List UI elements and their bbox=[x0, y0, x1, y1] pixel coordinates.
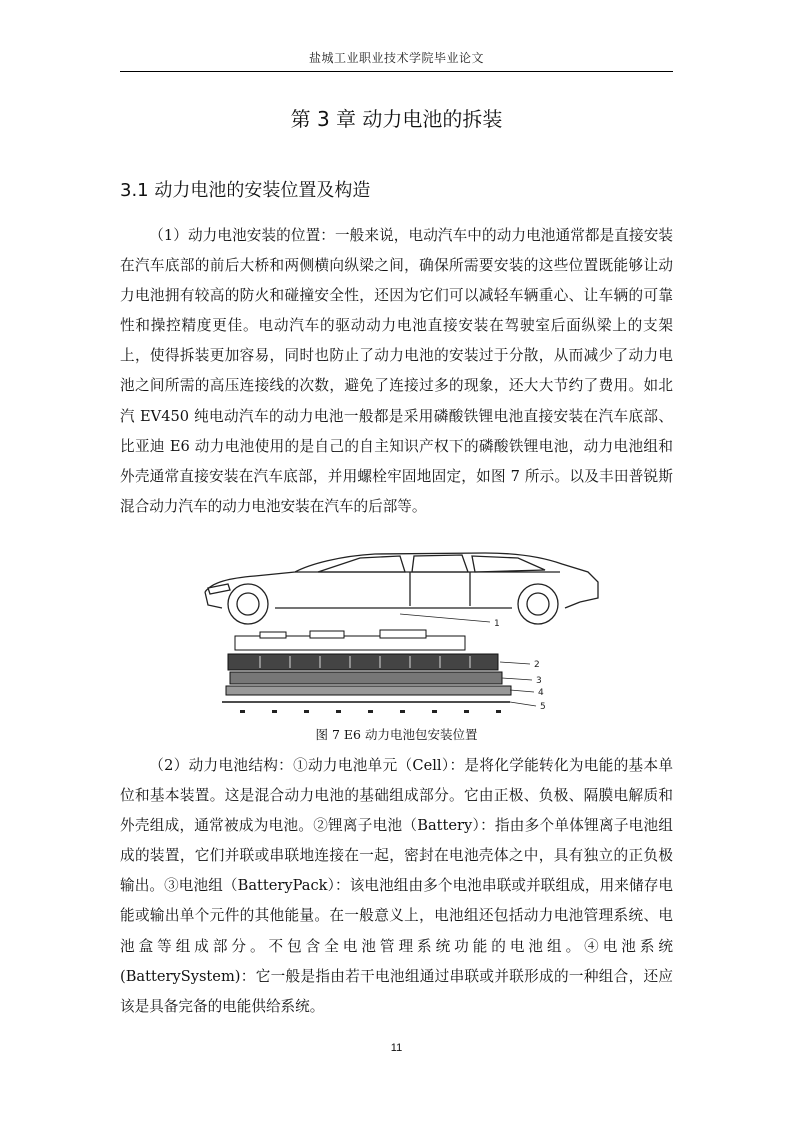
callout-label: 2 bbox=[534, 660, 540, 670]
running-header: 盐城工业职业技术学院毕业论文 bbox=[308, 51, 484, 65]
callout-label: 5 bbox=[540, 702, 546, 712]
page-number: 11 bbox=[390, 1042, 403, 1054]
figure-battery-pack-diagram bbox=[200, 550, 600, 722]
callout-label: 4 bbox=[538, 688, 544, 698]
callout-label: 3 bbox=[536, 676, 542, 686]
paragraph-battery-structure: （2）动力电池结构：①动力电池单元（Cell）：是将化学能转化为电能的基本单位和基本装置。这是混合动力电池的基础组成部分。它由正极、负极、隔膜电解质和外壳组成，通常被成为电池。②锂离子电池（Battery）：指由多个单体锂离子电池组成的装置，它们并联或串联地连接在一起，密封在电池壳体之中，具有独立的正负极输出。③电池组（BatteryPack）：该电池组由多个电池串联或并联组成，用来储存电能或输出单个元件的其他能量。在一般意义上，电池组还包括动力电池管理系统、电池盒等组成部分。不包含全电池管理系统功能的电池组。④电池系统(BatterySystem)：它一般是指由若干电池组通过串联或并联形成的一种组合，还应该是具备完备的电能供给系统。 bbox=[120, 757, 673, 1015]
chapter-title: 第 3 章 动力电池的拆装 bbox=[290, 107, 503, 131]
section-title: 3.1 动力电池的安装位置及构造 bbox=[120, 180, 371, 201]
figure-caption: 图 7 E6 动力电池包安装位置 bbox=[315, 727, 478, 742]
paragraph-install-location: （1）动力电池安装的位置：一般来说，电动汽车中的动力电池通常都是直接安装在汽车底部的前后大桥和两侧横向纵梁之间，确保所需要安装的这些位置既能够让动力电池拥有较高的防火和碰撞安全性，还因为它们可以减轻车辆重心、让车辆的可靠性和操控精度更佳。电动汽车的驱动动力电池直接安装在驾驶室后面纵梁上的支架上，使得拆装更加容易，同时也防止了动力电池的安装过于分散，从而减少了动力电池之间所需的高压连接线的次数，避免了连接过多的现象，还大大节约了费用。如北汽 EV450 纯电动汽车的动力电池一般都是采用磷酸铁锂电池直接安装在汽车底部、比亚迪 E6 动力电池使用的是自己的自主知识产权下的磷酸铁锂电池，动力电池组和外壳通常直接安装在汽车底部，并用螺栓牢固地固定，如图 7 所示。以及丰田普锐斯混合动力汽车的动力电池安装在汽车的后部等。 bbox=[120, 227, 673, 515]
header-rule bbox=[120, 71, 673, 72]
car-battery-line-drawing bbox=[200, 550, 600, 722]
callout-label: 1 bbox=[494, 619, 500, 629]
